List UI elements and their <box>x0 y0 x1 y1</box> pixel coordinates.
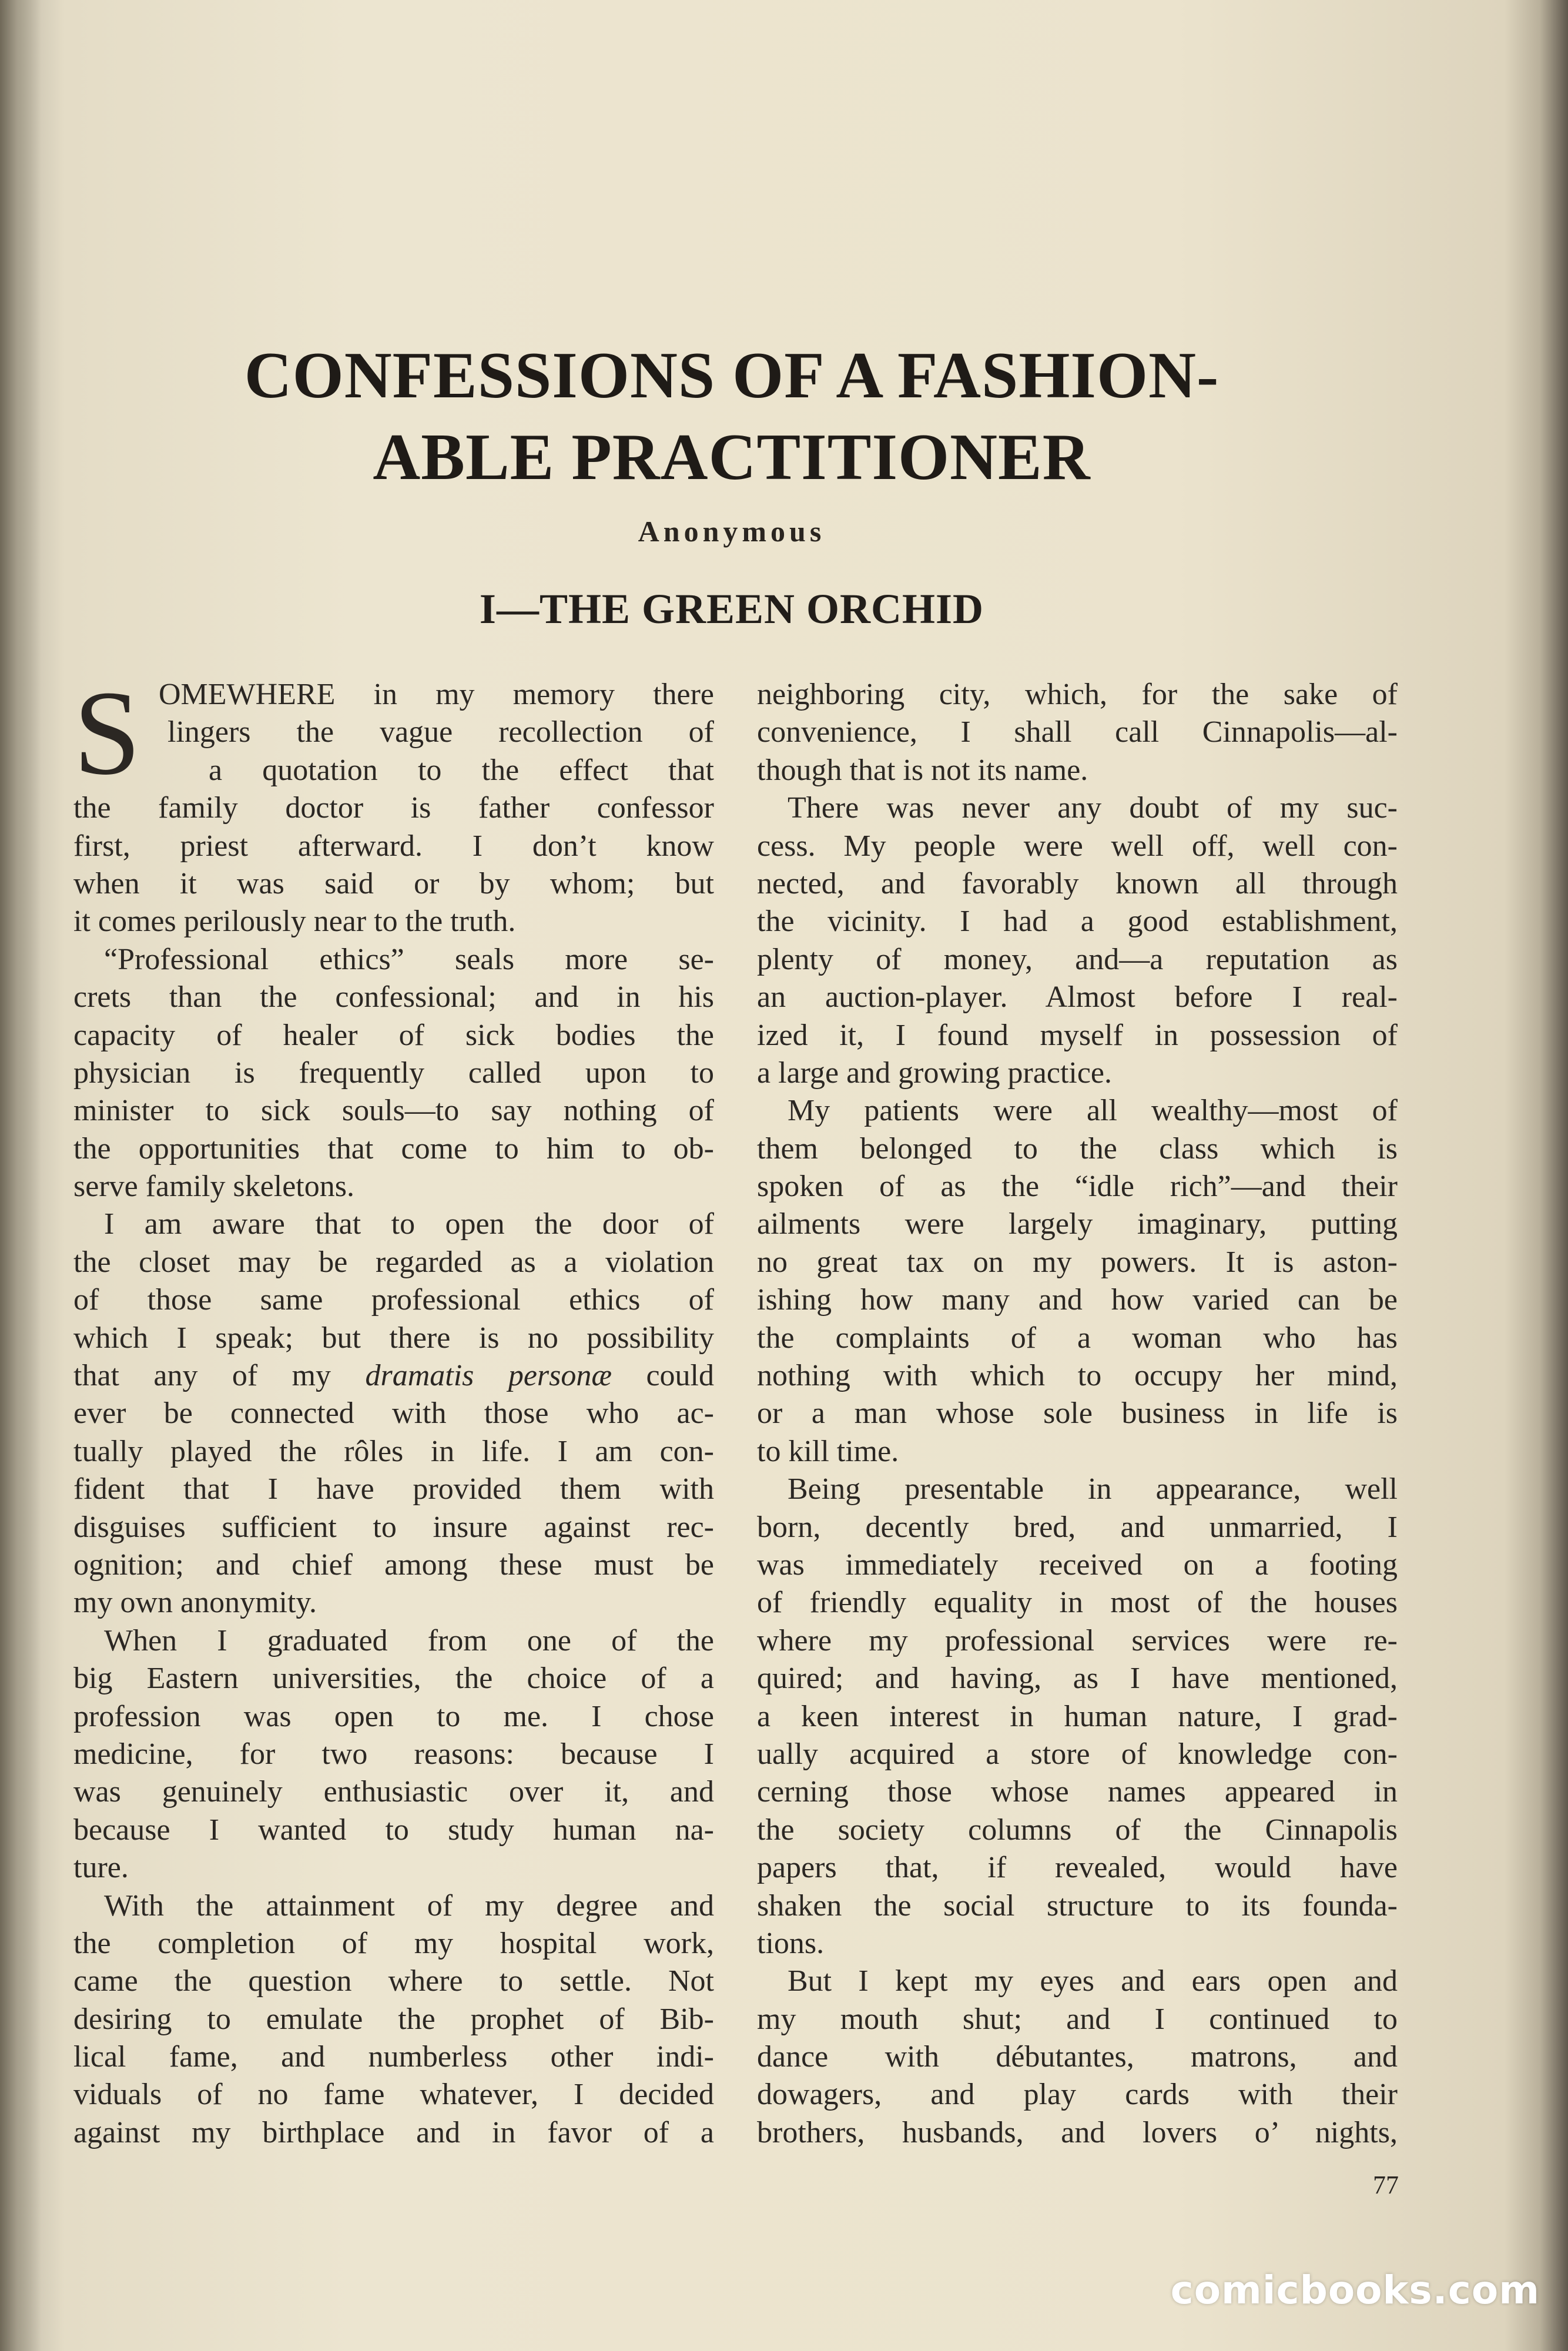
text-line: quired; and having, as I have mentioned, <box>757 1662 1398 1696</box>
text-line: the society columns of the Cinnapolis <box>757 1813 1398 1847</box>
text-line: against my birthplace and in favor of a <box>73 2115 714 2149</box>
text-line: OMEWHERE in my memory there <box>159 678 714 711</box>
text-line: no great tax on my powers. It is aston- <box>757 1245 1398 1279</box>
text-line: brothers, husbands, and lovers o’ nights, <box>757 2115 1398 2149</box>
article-title-line-1: CONFESSIONS OF A FASHION- <box>244 339 1219 412</box>
text-line: crets than the confessional; and in his <box>73 980 714 1014</box>
text-line: lical fame, and numberless other indi- <box>73 2040 714 2074</box>
text-line: a keen interest in human nature, I grad- <box>757 1699 1398 1733</box>
text-line: the completion of my hospital work, <box>73 1926 714 1960</box>
text-line: plenty of money, and—a reputation as <box>757 942 1398 976</box>
text-line: ishing how many and how varied can be <box>757 1283 1398 1317</box>
text-line: the family doctor is father confessor <box>73 791 714 825</box>
text-line: shaken the social structure to its founda- <box>757 1888 1398 1923</box>
text-line: to kill time. <box>757 1434 899 1468</box>
text-line: came the question where to settle. Not <box>73 1964 714 1998</box>
text-line: tually played the rôles in life. I am con- <box>73 1434 714 1468</box>
text-line: My patients were all wealthy—most of <box>788 1094 1398 1128</box>
text-line: the complaints of a woman who has <box>757 1321 1398 1355</box>
text-line: medicine, for two reasons: because I <box>73 1737 714 1771</box>
text-line: There was never any doubt of my suc- <box>788 791 1398 825</box>
text-line: ognition; and chief among these must be <box>73 1548 714 1582</box>
text-line: ever be connected with those who ac- <box>73 1396 714 1431</box>
text-line: capacity of healer of sick bodies the <box>73 1018 714 1052</box>
text-line: cess. My people were well off, well con- <box>757 829 1398 863</box>
text-line: which I speak; but there is no possibility <box>73 1321 714 1355</box>
text-line: where my professional services were re- <box>757 1623 1398 1657</box>
text-line: ture. <box>73 1851 129 1885</box>
text-line: my own anonymity. <box>73 1586 317 1620</box>
text-line: big Eastern universities, the choice of a <box>73 1662 714 1696</box>
text-line: fident that I have provided them with <box>73 1472 714 1506</box>
text-line: desiring to emulate the prophet of Bib- <box>73 2002 714 2036</box>
text-line: serve family skeletons. <box>73 1170 354 1204</box>
text-line: When I graduated from one of the <box>104 1623 714 1657</box>
text-line: born, decently bred, and unmarried, I <box>757 1510 1398 1544</box>
text-line: an auction-player. Almost before I real- <box>757 980 1398 1014</box>
text-line: ized it, I found myself in possession of <box>757 1018 1398 1052</box>
text-line: spoken of as the “idle rich”—and their <box>757 1170 1398 1204</box>
text-line: nothing with which to occupy her mind, <box>757 1359 1398 1393</box>
text-line: them belonged to the class which is <box>757 1131 1398 1166</box>
text-line: profession was open to me. I chose <box>73 1699 714 1733</box>
text-line: or a man whose sole business in life is <box>757 1396 1398 1431</box>
text-line: But I kept my eyes and ears open and <box>788 1964 1398 1998</box>
text-line: was genuinely enthusiastic over it, and <box>73 1775 714 1809</box>
article-title-line-2: ABLE PRACTITIONER <box>373 421 1091 494</box>
text-line: ually acquired a store of knowledge con- <box>757 1737 1398 1771</box>
text-line: dance with débutantes, matrons, and <box>757 2040 1398 2074</box>
text-line: With the attainment of my degree and <box>104 1888 714 1923</box>
right-text-column <box>757 676 1398 2152</box>
text-line: neighboring city, which, for the sake of <box>757 678 1398 711</box>
text-line: the closet may be regarded as a violation <box>73 1245 714 1279</box>
text-line: convenience, I shall call Cinnapolis—al- <box>757 715 1398 749</box>
text-line: first, priest afterward. I don’t know <box>73 829 714 863</box>
text-line: the opportunities that come to him to ob- <box>73 1131 714 1166</box>
text-line: tions. <box>757 1926 825 1960</box>
text-line: though that is not its name. <box>757 753 1088 787</box>
text-line: my mouth shut; and I continued to <box>757 2002 1398 2036</box>
text-line: physician is frequently called upon to <box>73 1056 714 1090</box>
text-line: when it was said or by whom; but <box>73 866 714 900</box>
text-line: ailments were largely imaginary, putting <box>757 1207 1398 1241</box>
text-line: viduals of no fame whatever, I decided <box>73 2078 714 2112</box>
text-line: a quotation to the effect that <box>209 753 714 787</box>
text-line: a large and growing practice. <box>757 1056 1112 1090</box>
text-line: minister to sick souls—to say nothing of <box>73 1094 714 1128</box>
text-line: Being presentable in appearance, well <box>788 1472 1398 1506</box>
text-line: it comes perilously near to the truth. <box>73 905 516 939</box>
text-line: was immediately received on a footing <box>757 1548 1398 1582</box>
page-number: 77 <box>1373 2171 1399 2199</box>
drop-cap: S <box>73 665 141 800</box>
text-line: dowagers, and play cards with their <box>757 2078 1398 2112</box>
text-line: lingers the vague recollection of <box>167 715 714 749</box>
page-binding-shadow <box>0 0 41 2351</box>
text-line: that any of my dramatis personæ could <box>73 1359 714 1393</box>
left-text-column <box>73 665 714 2152</box>
text-line: disguises sufficient to insure against rec- <box>73 1510 714 1544</box>
chapter-subtitle: I—THE GREEN ORCHID <box>479 585 984 632</box>
text-line: of those same professional ethics of <box>73 1283 714 1317</box>
text-line: of friendly equality in most of the houses <box>757 1586 1398 1620</box>
text-line: because I wanted to study human na- <box>73 1813 714 1847</box>
text-line: nected, and favorably known all through <box>757 866 1398 900</box>
text-line: “Professional ethics” seals more se- <box>104 942 714 976</box>
text-line: papers that, if revealed, would have <box>757 1851 1398 1885</box>
text-line: I am aware that to open the door of <box>104 1207 714 1241</box>
article-byline: Anonymous <box>638 515 826 548</box>
site-watermark: comicbooks.com <box>1170 2268 1540 2313</box>
text-line: cerning those whose names appeared in <box>757 1775 1398 1809</box>
text-line: the vicinity. I had a good establishment, <box>757 905 1398 939</box>
